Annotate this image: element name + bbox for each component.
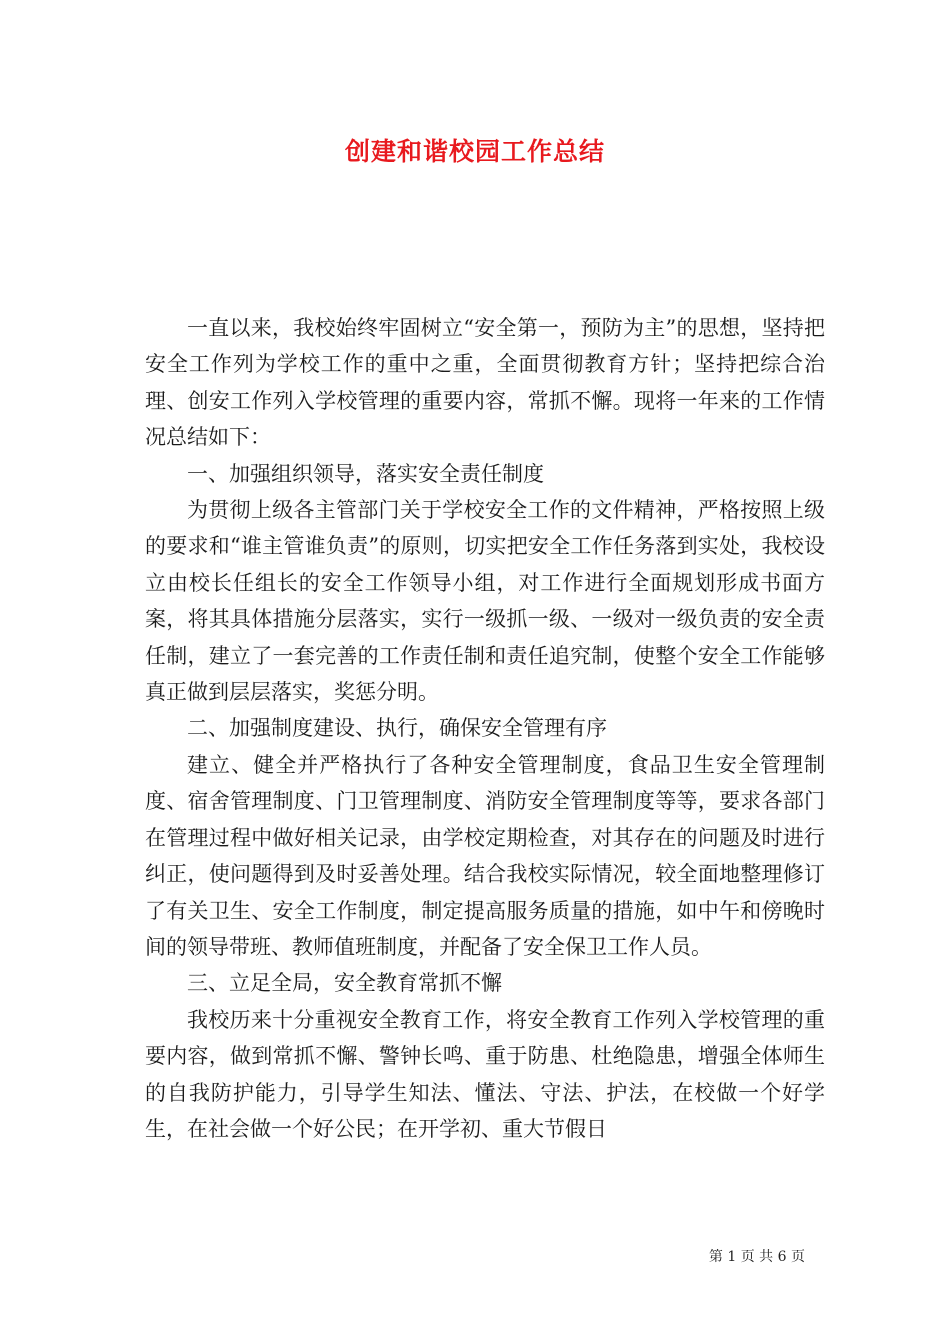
body-paragraph: 一直以来，我校始终牢固树立“安全第一，预防为主”的思想，坚持把安全工作列为学校工作的重中之重，全面贯彻教育方针；坚持把综合治理、创安工作列入学校管理的重要内容，常抓不懈。现将一年来的工作情况总结如下： — [145, 316, 825, 450]
body-paragraph: 为贯彻上级各主管部门关于学校安全工作的文件精神，严格按照上级的要求和“谁主管谁负责”的原则，切实把安全工作任务落到实处，我校设立由校长任组长的安全工作领导小组，对工作进行全面规划形成书面方案，将其具体措施分层落实，实行一级抓一级、一级对一级负责的安全责任制，建立了一套完善的工作责任制和责任追究制，使整个安全工作能够真正做到层层落实，奖惩分明。 — [145, 498, 825, 705]
document-title: 创建和谐校园工作总结 — [344, 137, 605, 166]
body-paragraph: 我校历来十分重视安全教育工作，将安全教育工作列入学校管理的重要内容，做到常抓不懈、警钟长鸣、重于防患、杜绝隐患，增强全体师生的自我防护能力，引导学生知法、懂法、守法、护法，在校做一个好学生，在社会做一个好公民；在开学初、重大节假日 — [145, 1007, 825, 1141]
document-body — [145, 310, 825, 1147]
section-heading: 二、加强制度建设、执行，确保安全管理有序 — [187, 716, 607, 741]
section-heading: 三、立足全局，安全教育常抓不懈 — [187, 971, 502, 996]
page-number: 第 1 页 共 6 页 — [708, 1249, 805, 1265]
section-heading: 一、加强组织领导，落实安全责任制度 — [187, 461, 544, 486]
body-paragraph: 建立、健全并严格执行了各种安全管理制度，食品卫生安全管理制度、宿舍管理制度、门卫管理制度、消防安全管理制度等等，要求各部门在管理过程中做好相关记录，由学校定期检查，对其存在的问题及时进行纠正，使问题得到及时妥善处理。结合我校实际情况，较全面地整理修订了有关卫生、安全工作制度，制定提高服务质量的措施，如中午和傍晚时间的领导带班、教师值班制度，并配备了安全保卫工作人员。 — [145, 752, 825, 959]
